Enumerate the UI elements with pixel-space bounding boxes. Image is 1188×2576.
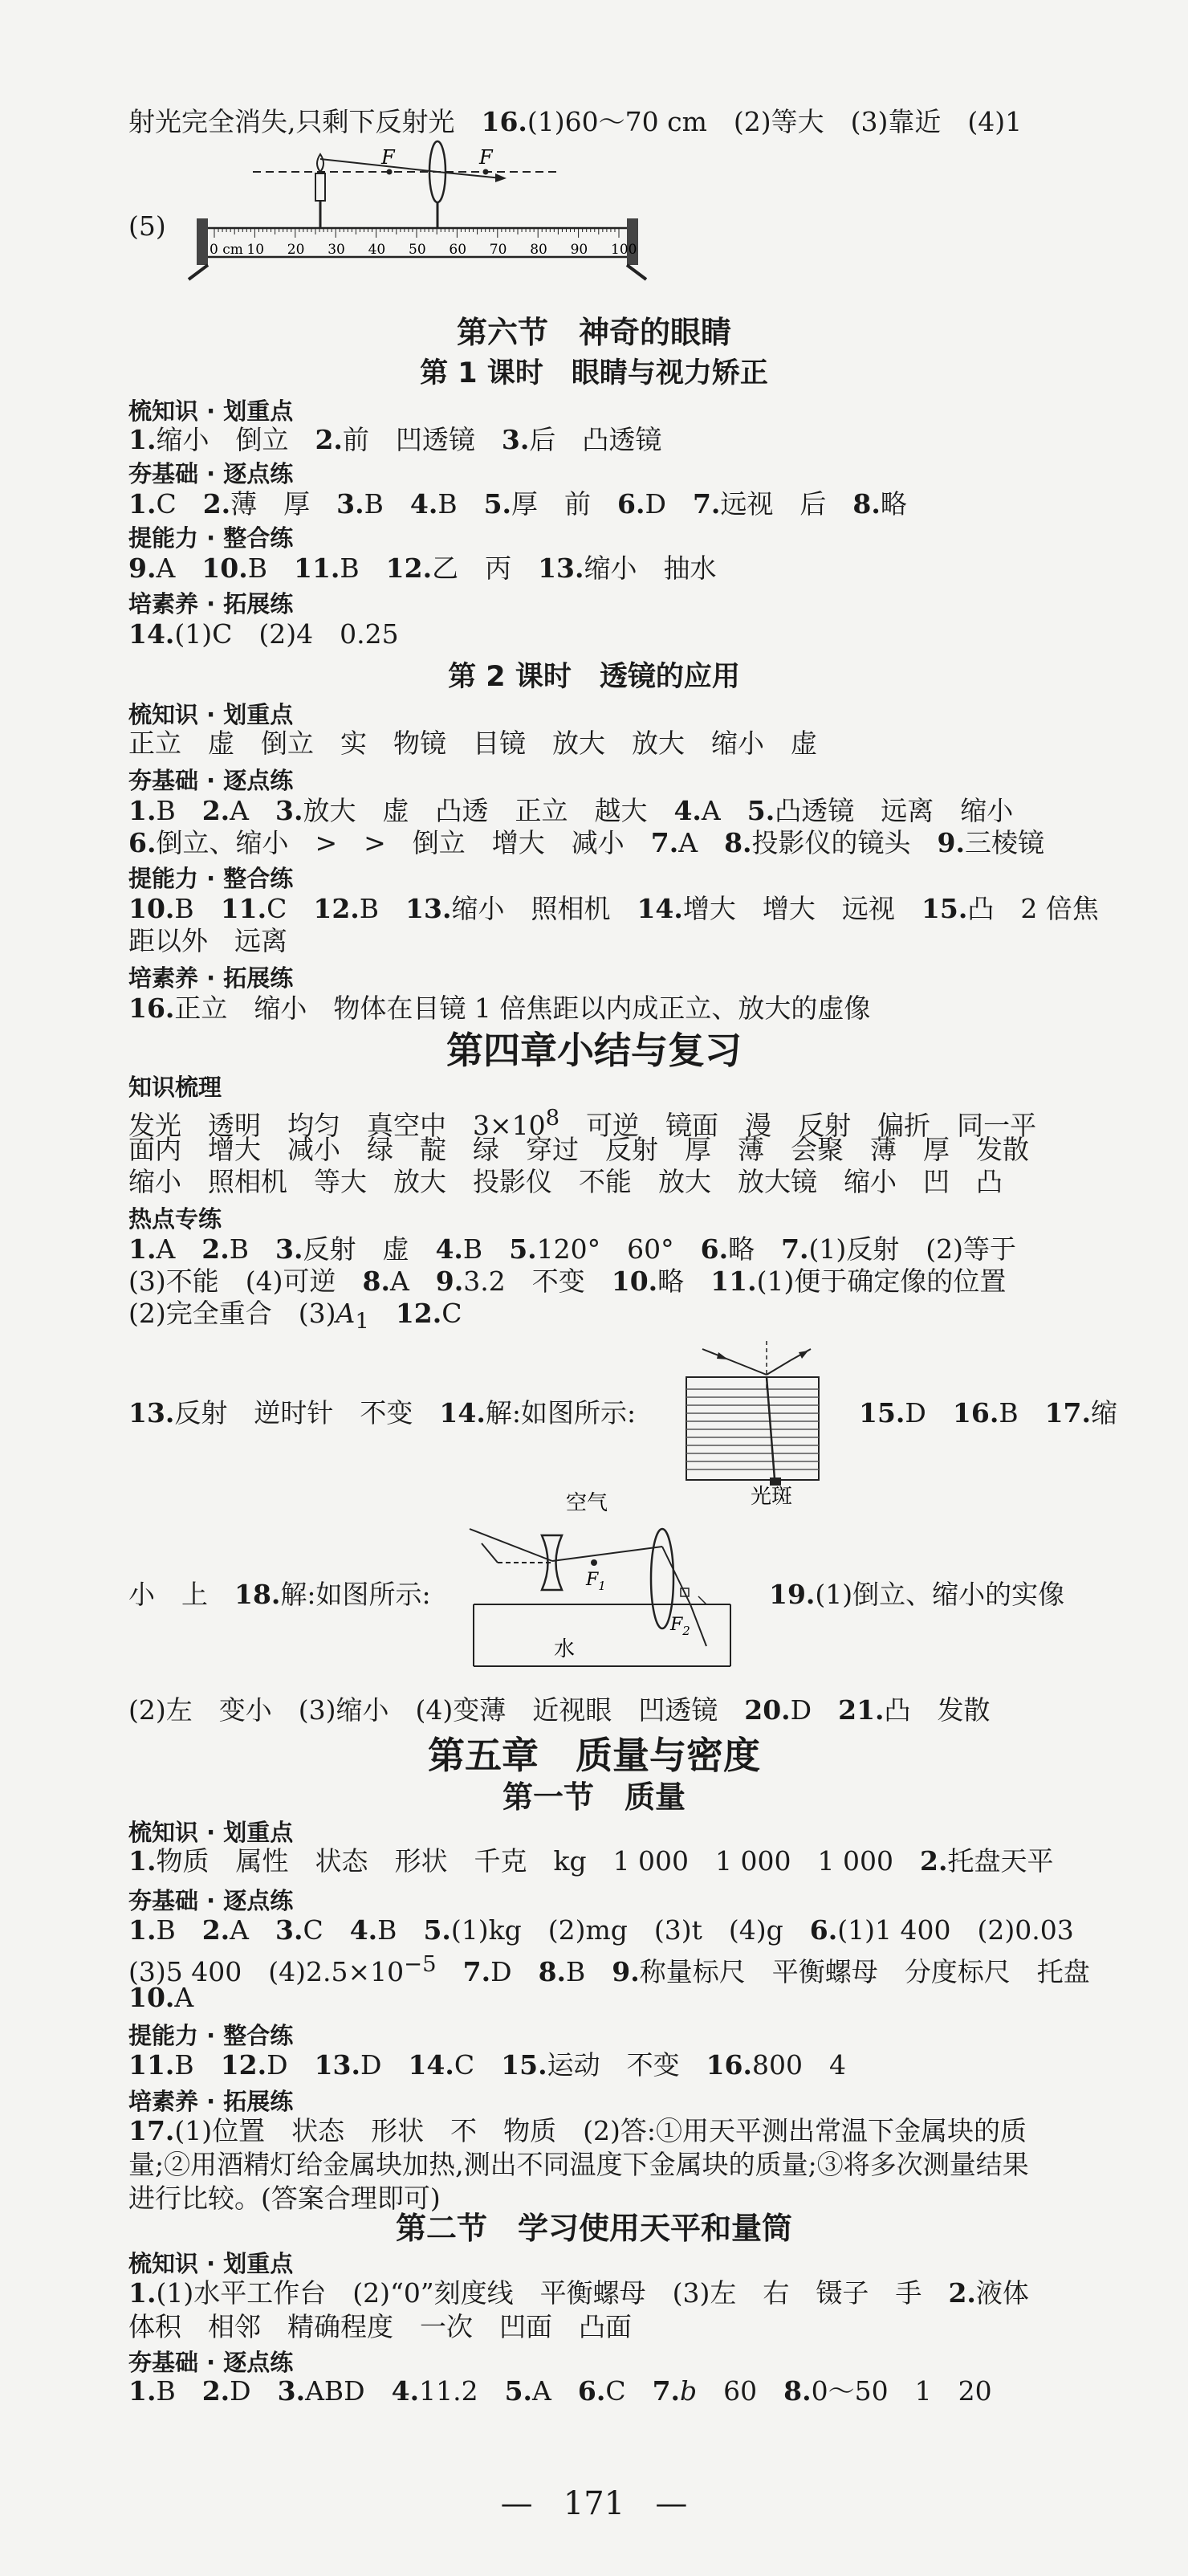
- optical-bench-figure: [165, 138, 678, 315]
- bench-tick-label: 100: [611, 242, 637, 258]
- heading-chapter-4-review: 第四章小结与复习: [446, 1029, 742, 1072]
- answer-line: 小 上 18.解:如图所示:: [128, 1579, 431, 1610]
- answer-line: 9.A 10.B 11.B 12.乙 丙 13.缩小 抽水: [128, 552, 717, 584]
- focal-label-f2: $F_2$: [670, 1615, 690, 1638]
- bench-tick-label: 40: [368, 242, 386, 258]
- air-label: 空气: [566, 1491, 608, 1515]
- answer-line: 16.正立 缩小 物体在目镜 1 倍焦距以内成正立、放大的虚像: [128, 992, 871, 1024]
- page-number: [0, 2485, 1188, 2522]
- label-shuzhishi: 梳知识 · 划重点: [128, 1819, 294, 1846]
- lens-water-figure: [466, 1486, 738, 1670]
- page-number-dash: —: [655, 2485, 688, 2522]
- answer-line: 1.C 2.薄 厚 3.B 4.B 5.厚 前 6.D 7.远视 后 8.略: [128, 488, 907, 520]
- label-peisuyang: 培素养 · 拓展练: [128, 2088, 294, 2115]
- answer-line: 量;②用酒精灯给金属块加热,测出不同温度下金属块的质量;③将多次测量结果: [128, 2149, 1029, 2180]
- answer-line: (3)不能 (4)可逆 8.A 9.3.2 不变 10.略 11.(1)便于确定像的位置: [128, 1266, 1007, 1297]
- answer-line: 6.倒立、缩小 > > 倒立 增大 减小 7.A 8.投影仪的镜头 9.三棱镜: [128, 827, 1044, 858]
- label-hangjichu: 夯基础 · 逐点练: [128, 1887, 294, 1914]
- answer-line: 缩小 照相机 等大 放大 投影仪 不能 放大 放大镜 缩小 凹 凸: [128, 1166, 1003, 1197]
- answer-line: 射光完全消失,只剩下反射光 16.(1)60～70 cm (2)等大 (3)靠近 (4)1: [128, 106, 1023, 137]
- label-tinengli: 提能力 · 整合练: [128, 524, 294, 552]
- answer-line: (2)左 变小 (3)缩小 (4)变薄 近视眼 凹透镜 20.D 21.凸 发散: [128, 1694, 991, 1726]
- bench-tick-label: 70: [489, 242, 507, 258]
- heading-section-2: 第二节 学习使用天平和量筒: [395, 2211, 792, 2246]
- answer-line: 距以外 远离: [128, 925, 287, 956]
- answer-line: 体积 相邻 精确程度 一次 凹面 凸面: [128, 2311, 632, 2342]
- answer-line: 14.(1)C (2)4 0.25: [128, 618, 399, 650]
- answer-line: (3)5 400 $(4)2.5\times 10^{-5}$ 7.D 8.B 9.称量标尺 平衡螺母 分度标尺 托盘: [128, 1951, 1090, 1987]
- heading-chapter-5: 第五章 质量与密度: [428, 1734, 760, 1777]
- page-number-value: 171: [563, 2485, 625, 2522]
- answer-line: 11.B 12.D 13.D 14.C 15.运动 不变 16.800 4: [128, 2049, 846, 2081]
- bench-tick-label: 10: [246, 242, 265, 258]
- answer-line: 1.B 2.D 3.ABD 4.11.2 5.A 6.C 7.b 60 8.0～50 1 20: [128, 2375, 992, 2407]
- heading-lesson-1: 第 1 课时 眼睛与视力矫正: [420, 357, 768, 389]
- bench-tick-label: 50: [409, 242, 426, 258]
- label-shuzhishi: 梳知识 · 划重点: [128, 397, 294, 425]
- tank-caption: 光斑: [751, 1485, 793, 1509]
- focal-label-left: F: [381, 146, 395, 169]
- answer-line: 1.物质 属性 状态 形状 千克 kg 1 000 1 000 1 000 2.托盘天平: [128, 1845, 1054, 1877]
- answer-line: (5): [128, 210, 166, 242]
- label-peisuyang: 培素养 · 拓展练: [128, 590, 294, 618]
- answer-line: 13.反射 逆时针 不变 14.解:如图所示:: [128, 1397, 637, 1429]
- answer-line: 10.B 11.C 12.B 13.缩小 照相机 14.增大 增大 远视 15.凸 2 倍焦: [128, 893, 1099, 924]
- answer-line: 10.A: [128, 1982, 194, 2013]
- answer-line: 发光 透明 均匀 真空中 $3\times 10^8$ 可逆 镜面 漫 反射 偏折 同一平: [128, 1105, 1037, 1141]
- label-hangjichu: 夯基础 · 逐点练: [128, 767, 294, 794]
- bench-tick-label: 90: [570, 242, 588, 258]
- water-label: 水: [554, 1637, 576, 1661]
- bench-tick-label: 60: [449, 242, 467, 258]
- bench-tick-label: 20: [287, 242, 305, 258]
- answer-line: (2)完全重合 $(3)A_1$ 12.C: [128, 1298, 462, 1335]
- answer-line: 1.缩小 倒立 2.前 凹透镜 3.后 凸透镜: [128, 424, 662, 455]
- label-tinengli: 提能力 · 整合练: [128, 2022, 294, 2049]
- water-tank-figure: [670, 1341, 815, 1510]
- focal-label-f1: $F_1$: [586, 1570, 606, 1593]
- answer-line: 1.B 2.A 3.C 4.B 5.(1)kg (2)mg (3)t (4)g 6.(1)1 400 (2)0.03: [128, 1914, 1074, 1946]
- answer-line: 17.(1)位置 状态 形状 不 物质 (2)答:①用天平测出常温下金属块的质: [128, 2115, 1027, 2146]
- answer-line: 1.A 2.B 3.反射 虚 4.B 5.120° 60° 6.略 7.(1)反射 (2)等于: [128, 1233, 1017, 1265]
- label-hangjichu: 夯基础 · 逐点练: [128, 460, 294, 487]
- bench-tick-label: 0 cm: [210, 242, 243, 258]
- answer-line: 1.(1)水平工作台 (2)“0”刻度线 平衡螺母 (3)左 右 镊子 手 2.液体: [128, 2277, 1029, 2309]
- answer-line: 进行比较。(答案合理即可): [128, 2183, 441, 2214]
- label-tinengli: 提能力 · 整合练: [128, 865, 294, 892]
- bench-tick-label: 30: [328, 242, 345, 258]
- label-zhishishuli: 知识梳理: [128, 1074, 222, 1101]
- label-hangjichu: 夯基础 · 逐点练: [128, 2349, 294, 2376]
- answer-line: 1.B 2.A 3.放大 虚 凸透 正立 越大 4.A 5.凸透镜 远离 缩小: [128, 795, 1014, 826]
- heading-section-1: 第一节 质量: [502, 1779, 686, 1815]
- answer-line: 15.D 16.B 17.缩: [859, 1397, 1117, 1429]
- label-peisuyang: 培素养 · 拓展练: [128, 964, 294, 992]
- heading-lesson-2: 第 2 课时 透镜的应用: [448, 661, 740, 693]
- bench-tick-label: 80: [530, 242, 547, 258]
- page-number-dash: —: [500, 2485, 533, 2522]
- label-shuzhishi: 梳知识 · 划重点: [128, 701, 294, 728]
- label-shuzhishi: 梳知识 · 划重点: [128, 2250, 294, 2277]
- answer-line: 19.(1)倒立、缩小的实像: [769, 1579, 1065, 1610]
- heading-section-6: 第六节 神奇的眼睛: [456, 315, 731, 350]
- focal-label-right: F: [479, 146, 493, 169]
- answer-line: 正立 虚 倒立 实 物镜 目镜 放大 放大 缩小 虚: [128, 728, 817, 759]
- answer-line: 面内 增大 减小 绿 靛 绿 穿过 反射 厚 薄 会聚 薄 厚 发散: [128, 1134, 1029, 1165]
- label-redianzhuanlian: 热点专练: [128, 1205, 222, 1233]
